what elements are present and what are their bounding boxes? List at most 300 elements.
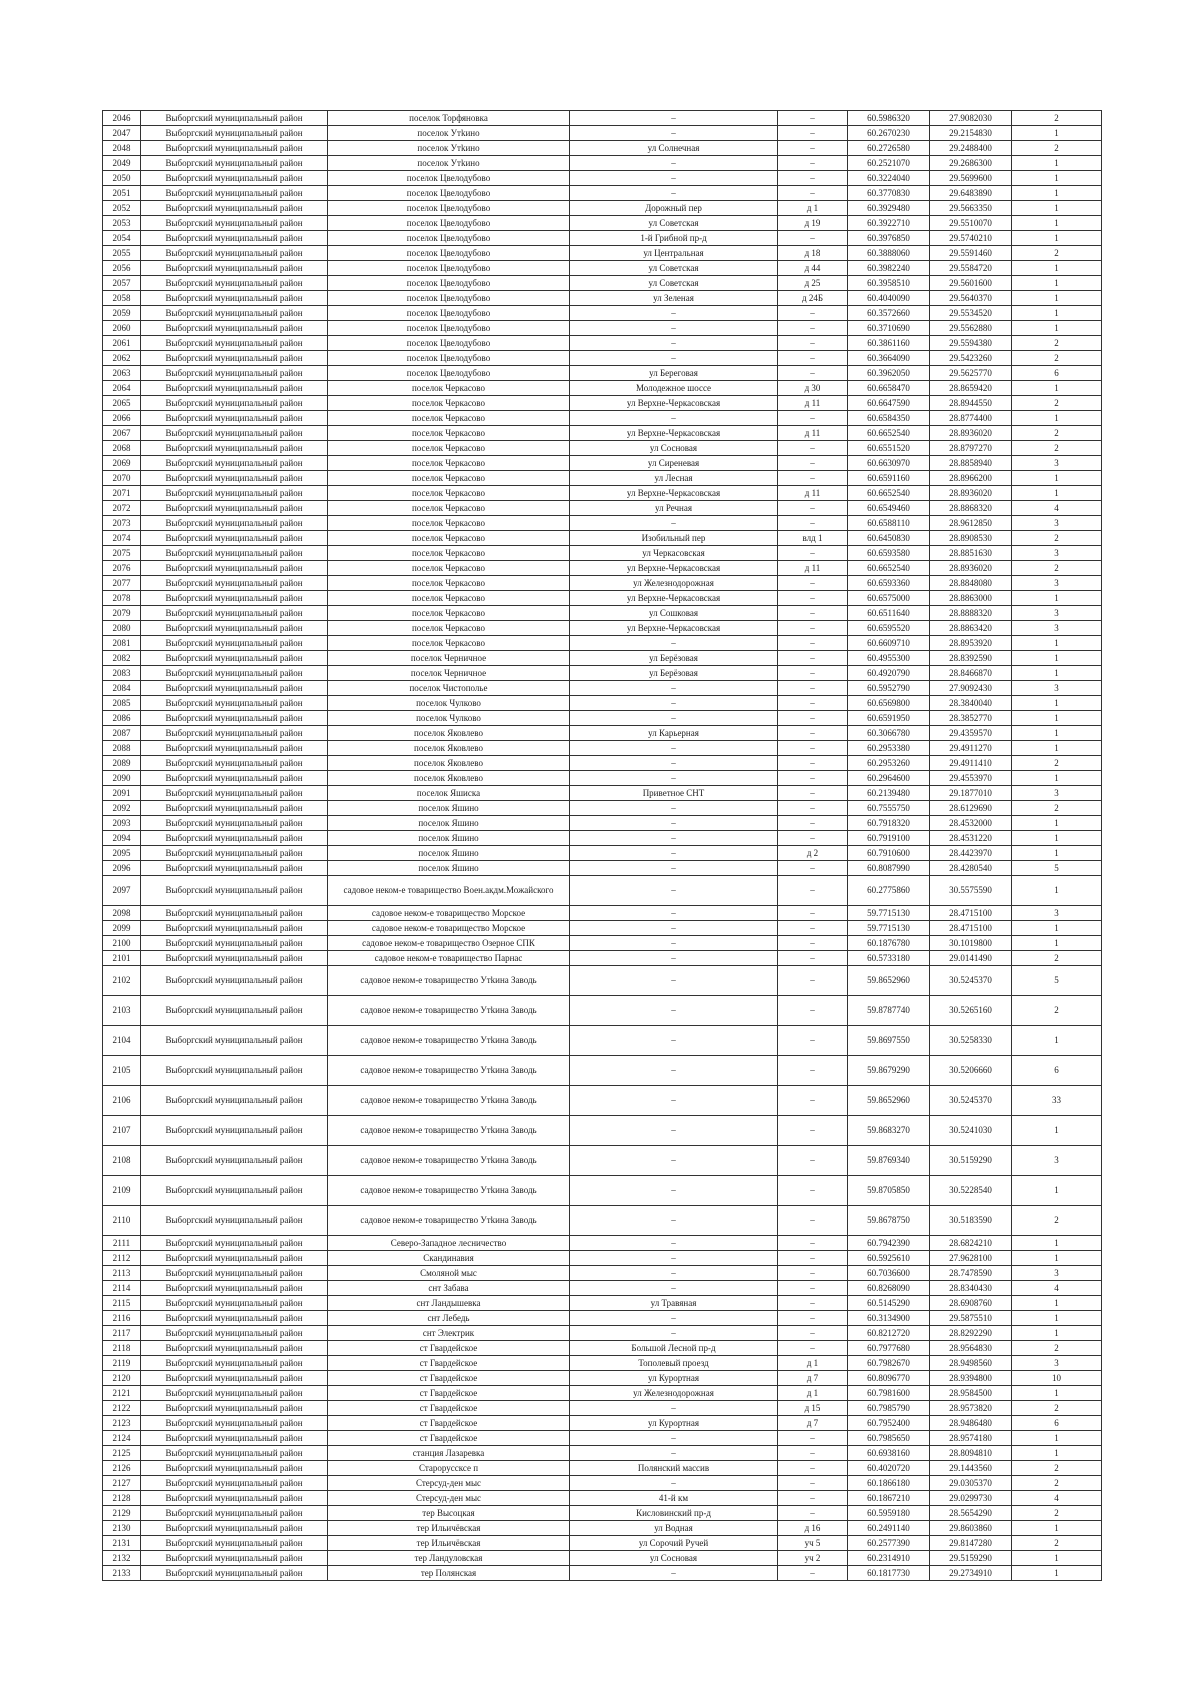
latitude-cell: 60.7918320 <box>848 816 930 831</box>
latitude-cell: 60.5986320 <box>848 111 930 126</box>
street-cell: ул Водная <box>570 1521 778 1536</box>
count-cell: 1 <box>1012 381 1102 396</box>
table-row <box>103 1296 1102 1311</box>
table-row <box>103 771 1102 786</box>
house-cell: – <box>778 1431 848 1446</box>
house-cell: д 7 <box>778 1416 848 1431</box>
settlement-cell: поселок Черничное <box>328 651 570 666</box>
house-cell: – <box>778 1326 848 1341</box>
district-cell: Выборгский муниципальный район <box>141 726 328 741</box>
count-cell: 1 <box>1012 666 1102 681</box>
district-cell: Выборгский муниципальный район <box>141 966 328 996</box>
street-cell: ул Сосновая <box>570 1551 778 1566</box>
house-cell: – <box>778 1056 848 1086</box>
district-cell: Выборгский муниципальный район <box>141 711 328 726</box>
count-cell: 1 <box>1012 1446 1102 1461</box>
settlement-cell: поселок Черкасово <box>328 456 570 471</box>
settlement-cell: ст Гвардейское <box>328 1356 570 1371</box>
table-row <box>103 291 1102 306</box>
district-cell: Выборгский муниципальный район <box>141 861 328 876</box>
count-cell: 1 <box>1012 276 1102 291</box>
row-number: 2091 <box>103 786 141 801</box>
house-cell: – <box>778 546 848 561</box>
longitude-cell: 29.0141490 <box>930 951 1012 966</box>
count-cell: 3 <box>1012 1356 1102 1371</box>
count-cell: 3 <box>1012 786 1102 801</box>
settlement-cell: поселок Черкасово <box>328 441 570 456</box>
longitude-cell: 28.9394800 <box>930 1371 1012 1386</box>
settlement-cell: поселок Черкасово <box>328 636 570 651</box>
latitude-cell: 60.1876780 <box>848 936 930 951</box>
street-cell: – <box>570 1566 778 1581</box>
table-row <box>103 906 1102 921</box>
row-number: 2081 <box>103 636 141 651</box>
district-cell: Выборгский муниципальный район <box>141 1311 328 1326</box>
settlement-cell: ст Гвардейское <box>328 1416 570 1431</box>
settlement-cell: садовое неком-е товарищество Морское <box>328 921 570 936</box>
settlement-cell: поселок Черкасово <box>328 621 570 636</box>
row-number: 2056 <box>103 261 141 276</box>
row-number: 2049 <box>103 156 141 171</box>
longitude-cell: 28.9574180 <box>930 1431 1012 1446</box>
street-cell: – <box>570 771 778 786</box>
table-row <box>103 1176 1102 1206</box>
table-row <box>103 651 1102 666</box>
latitude-cell: 60.6630970 <box>848 456 930 471</box>
count-cell: 1 <box>1012 636 1102 651</box>
longitude-cell: 28.8944550 <box>930 396 1012 411</box>
latitude-cell: 60.8212720 <box>848 1326 930 1341</box>
settlement-cell: поселок Цвелодубово <box>328 291 570 306</box>
street-cell: – <box>570 171 778 186</box>
count-cell: 6 <box>1012 1056 1102 1086</box>
longitude-cell: 28.8966200 <box>930 471 1012 486</box>
street-cell: ул Верхне-Черкасовская <box>570 591 778 606</box>
table-row <box>103 486 1102 501</box>
row-number: 2046 <box>103 111 141 126</box>
count-cell: 1 <box>1012 306 1102 321</box>
house-cell: – <box>778 696 848 711</box>
district-cell: Выборгский муниципальный район <box>141 741 328 756</box>
row-number: 2095 <box>103 846 141 861</box>
house-cell: – <box>778 996 848 1026</box>
district-cell: Выборгский муниципальный район <box>141 591 328 606</box>
latitude-cell: 60.3958510 <box>848 276 930 291</box>
street-cell: ул Советская <box>570 276 778 291</box>
street-cell: – <box>570 1401 778 1416</box>
house-cell: – <box>778 861 848 876</box>
street-cell: – <box>570 156 778 171</box>
count-cell: 1 <box>1012 936 1102 951</box>
house-cell: – <box>778 921 848 936</box>
longitude-cell: 30.5575590 <box>930 876 1012 906</box>
row-number: 2128 <box>103 1491 141 1506</box>
district-cell: Выборгский муниципальный район <box>141 1356 328 1371</box>
longitude-cell: 29.0299730 <box>930 1491 1012 1506</box>
latitude-cell: 59.7715130 <box>848 921 930 936</box>
house-cell: д 11 <box>778 486 848 501</box>
house-cell: – <box>778 1311 848 1326</box>
count-cell: 1 <box>1012 831 1102 846</box>
street-cell: ул Сиреневая <box>570 456 778 471</box>
count-cell: 1 <box>1012 1296 1102 1311</box>
count-cell: 3 <box>1012 516 1102 531</box>
house-cell: д 2 <box>778 846 848 861</box>
street-cell: Изобильный пер <box>570 531 778 546</box>
settlement-cell: поселок Черкасово <box>328 381 570 396</box>
settlement-cell: поселок Цвелодубово <box>328 276 570 291</box>
latitude-cell: 60.6588110 <box>848 516 930 531</box>
row-number: 2092 <box>103 801 141 816</box>
house-cell: – <box>778 501 848 516</box>
house-cell: – <box>778 111 848 126</box>
house-cell: – <box>778 801 848 816</box>
table-row <box>103 1206 1102 1236</box>
latitude-cell: 60.2964600 <box>848 771 930 786</box>
house-cell: д 11 <box>778 426 848 441</box>
row-number: 2077 <box>103 576 141 591</box>
longitude-cell: 29.4553970 <box>930 771 1012 786</box>
table-row <box>103 876 1102 906</box>
count-cell: 2 <box>1012 951 1102 966</box>
longitude-cell: 28.8908530 <box>930 531 1012 546</box>
longitude-cell: 29.5594380 <box>930 336 1012 351</box>
latitude-cell: 60.6609710 <box>848 636 930 651</box>
house-cell: – <box>778 156 848 171</box>
street-cell: – <box>570 1251 778 1266</box>
settlement-cell: Стерсуд-ден мыс <box>328 1476 570 1491</box>
row-number: 2103 <box>103 996 141 1026</box>
latitude-cell: 60.3922710 <box>848 216 930 231</box>
count-cell: 3 <box>1012 681 1102 696</box>
street-cell: – <box>570 336 778 351</box>
house-cell: – <box>778 321 848 336</box>
longitude-cell: 27.9092430 <box>930 681 1012 696</box>
longitude-cell: 29.5875510 <box>930 1311 1012 1326</box>
table-row <box>103 1146 1102 1176</box>
row-number: 2078 <box>103 591 141 606</box>
row-number: 2102 <box>103 966 141 996</box>
settlement-cell: поселок Утkино <box>328 126 570 141</box>
settlement-cell: поселок Черкасово <box>328 576 570 591</box>
house-cell: – <box>778 1251 848 1266</box>
settlement-cell: Стерсуд-ден мыс <box>328 1491 570 1506</box>
count-cell: 1 <box>1012 1116 1102 1146</box>
district-cell: Выборгский муниципальный район <box>141 996 328 1026</box>
count-cell: 1 <box>1012 771 1102 786</box>
table-row <box>103 1536 1102 1551</box>
district-cell: Выборгский муниципальный район <box>141 831 328 846</box>
count-cell: 3 <box>1012 906 1102 921</box>
longitude-cell: 28.9564830 <box>930 1341 1012 1356</box>
count-cell: 5 <box>1012 861 1102 876</box>
latitude-cell: 59.8787740 <box>848 996 930 1026</box>
settlement-cell: поселок Яковлево <box>328 741 570 756</box>
longitude-cell: 29.5601600 <box>930 276 1012 291</box>
settlement-cell: садовое неком-е товарищество Утkина Заводь <box>328 1176 570 1206</box>
street-cell: – <box>570 1176 778 1206</box>
district-cell: Выборгский муниципальный район <box>141 1506 328 1521</box>
street-cell: ул Сорочий Ручей <box>570 1536 778 1551</box>
street-cell: – <box>570 711 778 726</box>
count-cell: 5 <box>1012 966 1102 996</box>
longitude-cell: 28.4423970 <box>930 846 1012 861</box>
house-cell: – <box>778 621 848 636</box>
table-row <box>103 246 1102 261</box>
row-number: 2047 <box>103 126 141 141</box>
row-number: 2112 <box>103 1251 141 1266</box>
count-cell: 1 <box>1012 696 1102 711</box>
latitude-cell: 60.3134900 <box>848 1311 930 1326</box>
house-cell: д 11 <box>778 561 848 576</box>
house-cell: – <box>778 1341 848 1356</box>
latitude-cell: 60.3664090 <box>848 351 930 366</box>
street-cell: 1-й Грибной пр-д <box>570 231 778 246</box>
street-cell: Молодежное шоссе <box>570 381 778 396</box>
row-number: 2115 <box>103 1296 141 1311</box>
settlement-cell: поселок Цвелодубово <box>328 336 570 351</box>
street-cell: ул Черкасовская <box>570 546 778 561</box>
count-cell: 1 <box>1012 651 1102 666</box>
count-cell: 2 <box>1012 1461 1102 1476</box>
latitude-cell: 60.7942390 <box>848 1236 930 1251</box>
district-cell: Выборгский муниципальный район <box>141 1146 328 1176</box>
longitude-cell: 28.9486480 <box>930 1416 1012 1431</box>
count-cell: 2 <box>1012 996 1102 1026</box>
row-number: 2105 <box>103 1056 141 1086</box>
settlement-cell: садовое неком-е товарищество Озерное СПК <box>328 936 570 951</box>
street-cell: ул Зеленая <box>570 291 778 306</box>
settlement-cell: поселок Черничное <box>328 666 570 681</box>
table-row <box>103 1386 1102 1401</box>
settlement-cell: поселок Черкасово <box>328 411 570 426</box>
street-cell: – <box>570 861 778 876</box>
street-cell: – <box>570 186 778 201</box>
count-cell: 3 <box>1012 576 1102 591</box>
latitude-cell: 60.6593360 <box>848 576 930 591</box>
latitude-cell: 59.8652960 <box>848 966 930 996</box>
count-cell: 2 <box>1012 1401 1102 1416</box>
house-cell: – <box>778 1116 848 1146</box>
settlement-cell: садовое неком-е товарищество Утkина Заводь <box>328 1086 570 1116</box>
count-cell: 4 <box>1012 1491 1102 1506</box>
latitude-cell: 60.6658470 <box>848 381 930 396</box>
count-cell: 1 <box>1012 741 1102 756</box>
latitude-cell: 60.7555750 <box>848 801 930 816</box>
district-cell: Выборгский муниципальный район <box>141 366 328 381</box>
table-row <box>103 381 1102 396</box>
latitude-cell: 60.3976850 <box>848 231 930 246</box>
longitude-cell: 30.5228540 <box>930 1176 1012 1206</box>
settlement-cell: садовое неком-е товарищество Морское <box>328 906 570 921</box>
longitude-cell: 27.9628100 <box>930 1251 1012 1266</box>
table-row <box>103 1116 1102 1146</box>
street-cell: ул Берёзовая <box>570 651 778 666</box>
data-table <box>102 110 1102 1581</box>
latitude-cell: 60.7952400 <box>848 1416 930 1431</box>
count-cell: 3 <box>1012 456 1102 471</box>
longitude-cell: 28.6908760 <box>930 1296 1012 1311</box>
count-cell: 1 <box>1012 486 1102 501</box>
district-cell: Выборгский муниципальный район <box>141 411 328 426</box>
longitude-cell: 28.6129690 <box>930 801 1012 816</box>
district-cell: Выборгский муниципальный район <box>141 261 328 276</box>
longitude-cell: 28.8774400 <box>930 411 1012 426</box>
row-number: 2098 <box>103 906 141 921</box>
latitude-cell: 60.6652540 <box>848 561 930 576</box>
house-cell: д 24Б <box>778 291 848 306</box>
longitude-cell: 29.1877010 <box>930 786 1012 801</box>
count-cell: 3 <box>1012 546 1102 561</box>
longitude-cell: 28.8953920 <box>930 636 1012 651</box>
house-cell: – <box>778 786 848 801</box>
table-row <box>103 1236 1102 1251</box>
street-cell: – <box>570 1326 778 1341</box>
count-cell: 1 <box>1012 1521 1102 1536</box>
table-row <box>103 1446 1102 1461</box>
table-row <box>103 441 1102 456</box>
count-cell: 6 <box>1012 366 1102 381</box>
settlement-cell: снт Электрик <box>328 1326 570 1341</box>
table-row <box>103 186 1102 201</box>
street-cell: ул Солнечная <box>570 141 778 156</box>
settlement-cell: поселок Цвелодубово <box>328 201 570 216</box>
latitude-cell: 60.6591950 <box>848 711 930 726</box>
district-cell: Выборгский муниципальный район <box>141 1086 328 1116</box>
count-cell: 1 <box>1012 1326 1102 1341</box>
longitude-cell: 29.8147280 <box>930 1536 1012 1551</box>
settlement-cell: поселок Черкасово <box>328 396 570 411</box>
settlement-cell: ст Гвардейское <box>328 1431 570 1446</box>
house-cell: уч 2 <box>778 1551 848 1566</box>
table-row <box>103 501 1102 516</box>
table-row <box>103 276 1102 291</box>
row-number: 2051 <box>103 186 141 201</box>
table-row <box>103 1431 1102 1446</box>
table-row <box>103 126 1102 141</box>
row-number: 2062 <box>103 351 141 366</box>
street-cell: – <box>570 126 778 141</box>
latitude-cell: 60.2521070 <box>848 156 930 171</box>
count-cell: 2 <box>1012 561 1102 576</box>
settlement-cell: поселок Цвелодубово <box>328 321 570 336</box>
district-cell: Выборгский муниципальный район <box>141 471 328 486</box>
street-cell: – <box>570 1026 778 1056</box>
settlement-cell: садовое неком-е товарищество Утkина Заводь <box>328 1116 570 1146</box>
longitude-cell: 29.4911410 <box>930 756 1012 771</box>
district-cell: Выборгский муниципальный район <box>141 696 328 711</box>
settlement-cell: поселок Черкасово <box>328 591 570 606</box>
house-cell: влд 1 <box>778 531 848 546</box>
count-cell: 1 <box>1012 876 1102 906</box>
district-cell: Выборгский муниципальный район <box>141 1476 328 1491</box>
latitude-cell: 60.7985650 <box>848 1431 930 1446</box>
latitude-cell: 60.6652540 <box>848 426 930 441</box>
table-row <box>103 636 1102 651</box>
settlement-cell: снт Лебедь <box>328 1311 570 1326</box>
table-row <box>103 336 1102 351</box>
longitude-cell: 30.5241030 <box>930 1116 1012 1146</box>
count-cell: 2 <box>1012 756 1102 771</box>
house-cell: – <box>778 366 848 381</box>
street-cell: – <box>570 1446 778 1461</box>
table-row <box>103 1026 1102 1056</box>
street-cell: – <box>570 681 778 696</box>
settlement-cell: поселок Яшино <box>328 816 570 831</box>
count-cell: 3 <box>1012 621 1102 636</box>
latitude-cell: 60.2314910 <box>848 1551 930 1566</box>
settlement-cell: ст Гвардейское <box>328 1386 570 1401</box>
latitude-cell: 59.8678750 <box>848 1206 930 1236</box>
district-cell: Выборгский муниципальный район <box>141 1536 328 1551</box>
settlement-cell: поселок Черкасово <box>328 486 570 501</box>
table-row <box>103 561 1102 576</box>
street-cell: ул Береговая <box>570 366 778 381</box>
row-number: 2087 <box>103 726 141 741</box>
count-cell: 1 <box>1012 1386 1102 1401</box>
street-cell: – <box>570 1431 778 1446</box>
settlement-cell: поселок Яшино <box>328 801 570 816</box>
row-number: 2124 <box>103 1431 141 1446</box>
longitude-cell: 28.8797270 <box>930 441 1012 456</box>
longitude-cell: 30.5245370 <box>930 1086 1012 1116</box>
district-cell: Выборгский муниципальный район <box>141 1281 328 1296</box>
settlement-cell: садовое неком-е товарищество Парнас <box>328 951 570 966</box>
district-cell: Выборгский муниципальный район <box>141 786 328 801</box>
house-cell: – <box>778 831 848 846</box>
count-cell: 1 <box>1012 411 1102 426</box>
settlement-cell: поселок Утkино <box>328 156 570 171</box>
latitude-cell: 60.3861160 <box>848 336 930 351</box>
longitude-cell: 28.8659420 <box>930 381 1012 396</box>
district-cell: Выборгский муниципальный район <box>141 621 328 636</box>
latitude-cell: 60.5959180 <box>848 1506 930 1521</box>
count-cell: 2 <box>1012 246 1102 261</box>
table-row <box>103 1356 1102 1371</box>
settlement-cell: Староруссксе п <box>328 1461 570 1476</box>
district-cell: Выборгский муниципальный район <box>141 126 328 141</box>
longitude-cell: 30.5265160 <box>930 996 1012 1026</box>
latitude-cell: 60.2491140 <box>848 1521 930 1536</box>
house-cell: д 7 <box>778 1371 848 1386</box>
street-cell: – <box>570 921 778 936</box>
count-cell: 1 <box>1012 261 1102 276</box>
settlement-cell: снт Забава <box>328 1281 570 1296</box>
district-cell: Выборгский муниципальный район <box>141 1431 328 1446</box>
settlement-cell: снт Ландышевка <box>328 1296 570 1311</box>
district-cell: Выборгский муниципальный район <box>141 501 328 516</box>
settlement-cell: поселок Цвелодубово <box>328 231 570 246</box>
settlement-cell: поселок Черкасово <box>328 561 570 576</box>
house-cell: д 11 <box>778 396 848 411</box>
table-row <box>103 1266 1102 1281</box>
street-cell: Кисловинский пр-д <box>570 1506 778 1521</box>
house-cell: – <box>778 741 848 756</box>
count-cell: 6 <box>1012 1416 1102 1431</box>
row-number: 2108 <box>103 1146 141 1176</box>
house-cell: – <box>778 141 848 156</box>
district-cell: Выборгский муниципальный район <box>141 1206 328 1236</box>
latitude-cell: 60.2775860 <box>848 876 930 906</box>
latitude-cell: 60.6549460 <box>848 501 930 516</box>
count-cell: 3 <box>1012 1146 1102 1176</box>
district-cell: Выборгский муниципальный район <box>141 201 328 216</box>
latitude-cell: 60.7982670 <box>848 1356 930 1371</box>
table-row <box>103 321 1102 336</box>
latitude-cell: 60.3224040 <box>848 171 930 186</box>
street-cell: – <box>570 1146 778 1176</box>
row-number: 2114 <box>103 1281 141 1296</box>
